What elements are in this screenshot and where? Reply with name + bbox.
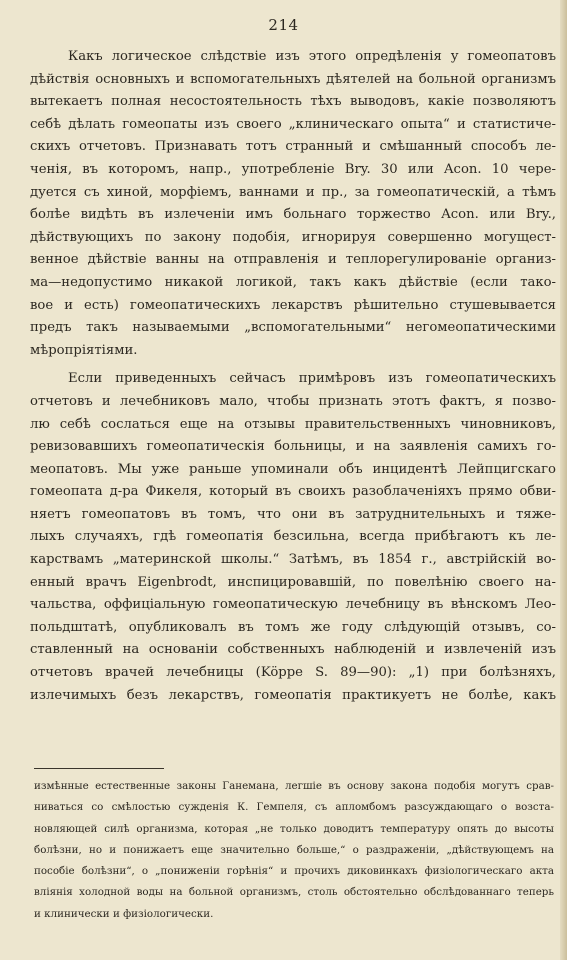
footnote-line: вліянія холодной воды на больной организмъ, столь обстоятельно обслѣдованнаго теперь xyxy=(34,886,554,899)
body-line: скихъ отчетовъ. Признавать тотъ странный и смѣшанный способъ ле- xyxy=(30,139,556,155)
body-line: карствамъ „материнской школы.“ Затѣмъ, въ 1854 г., австрійскій во- xyxy=(30,552,556,568)
body-line: мѣропріятіями. xyxy=(30,342,138,358)
body-line: гомеопата д-ра Фикеля, который въ своихъ разоблаченіяхъ прямо обви- xyxy=(30,484,556,500)
body-line: вытекаетъ полная несостоятельность тѣхъ выводовъ, какіе позволяютъ xyxy=(30,94,556,110)
body-line: дуется съ хиной, морфіемъ, ваннами и пр., за гомеопатическій, а тѣмъ xyxy=(30,184,556,200)
body-line: ма—недопустимо никакой логикой, такъ какъ дѣйствіе (если тако- xyxy=(30,274,556,290)
footnote-line: пособіе болѣзни“, о „пониженіи горѣнія“ и прочихъ диковинкахъ физіологическаго акта xyxy=(34,865,554,878)
footnote xyxy=(34,776,554,925)
body-line: Если приведенныхъ сейчасъ примѣровъ изъ гомеопатическихъ xyxy=(68,371,556,387)
page-number: 214 xyxy=(268,16,299,34)
body-line: венное дѣйствіе ванны на отправленія и теплорегулированіе организ- xyxy=(30,252,556,268)
body-line: вое и есть) гомеопатическихъ лекарствъ рѣшительно стушевывается xyxy=(30,297,556,313)
body-line: ревизовавшихъ гомеопатическія больницы, и на заявленія самихъ го- xyxy=(30,439,556,455)
footnote-divider xyxy=(34,768,164,769)
body-line: излечимыхъ безъ лекарствъ, гомеопатія практикуетъ не болѣе, какъ xyxy=(30,687,556,703)
footnote-line: новляющей силѣ организма, которая „не только доводитъ температуру опять до высоты xyxy=(34,822,554,835)
body-line: лыхъ случаяхъ, гдѣ гомеопатія безсильна, всегда прибѣгаютъ къ ле- xyxy=(30,529,556,545)
page-edge-shadow xyxy=(560,0,567,960)
footnote-line: болѣзни, но и понижаетъ еще значительно больше,“ о раздраженіи, „дѣйствующемъ на xyxy=(34,843,554,856)
body-line: ставленный на основаніи собственныхъ наблюденій и извлеченій изъ xyxy=(30,642,556,658)
body-line: себѣ дѣлать гомеопаты изъ своего „клиническаго опыта“ и статистиче- xyxy=(30,116,556,132)
footnote-line: и клинически и физіологически. xyxy=(34,907,214,920)
body-line: ченія, въ которомъ, напр., употребленіе Bry. 30 или Acon. 10 чере- xyxy=(30,161,556,177)
body-line: польдштатѣ, опубликовалъ въ томъ же году слѣдующій отзывъ, со- xyxy=(30,619,556,635)
body-line: енный врачъ Eigenbrodt, инспицировавшій, по повелѣнію своего на- xyxy=(30,574,556,590)
body-line: лю себѣ сослаться еще на отзывы правительственныхъ чиновниковъ, xyxy=(30,416,556,432)
body-line: отчетовъ и лечебниковъ мало, чтобы признать этотъ фактъ, я позво- xyxy=(30,393,556,409)
body-line: болѣе видѣть въ излеченіи имъ больнаго торжество Acon. или Bry., xyxy=(30,207,556,223)
body-line: Какъ логическое слѣдствіе изъ этого опредѣленія у гомеопатовъ xyxy=(68,49,556,64)
body-line: меопатовъ. Мы уже раньше упоминали объ инцидентѣ Лейпцигскаго xyxy=(30,461,556,477)
body-line: няетъ гомеопатовъ въ томъ, что они въ затруднительныхъ и тяже- xyxy=(30,506,556,522)
body-line: отчетовъ врачей лечебницы (Köppe S. 89—90): „1) при болѣзняхъ, xyxy=(30,665,556,681)
footnote-line: измѣнные естественные законы Ганемана, легшіе въ основу закона подобія могутъ срав- xyxy=(34,780,554,792)
body-line: дѣйствія основныхъ и вспомогательныхъ дѣятелей на больной организмъ xyxy=(30,71,556,87)
body-line: предъ такъ называемыми „вспомогательными“ негомеопатическими xyxy=(30,320,556,336)
footnote-line: ниваться со смѣлостью сужденія К. Гемпеля, съ апломбомъ разсуждающаго о возста- xyxy=(34,801,554,814)
body-line: чальства, оффиціальную гомеопатическую лечебницу въ вѣнскомъ Лео- xyxy=(30,597,556,613)
body-line: дѣйствующихъ по закону подобія, игнорируя совершенно могущест- xyxy=(30,229,556,245)
body-text xyxy=(30,46,556,707)
